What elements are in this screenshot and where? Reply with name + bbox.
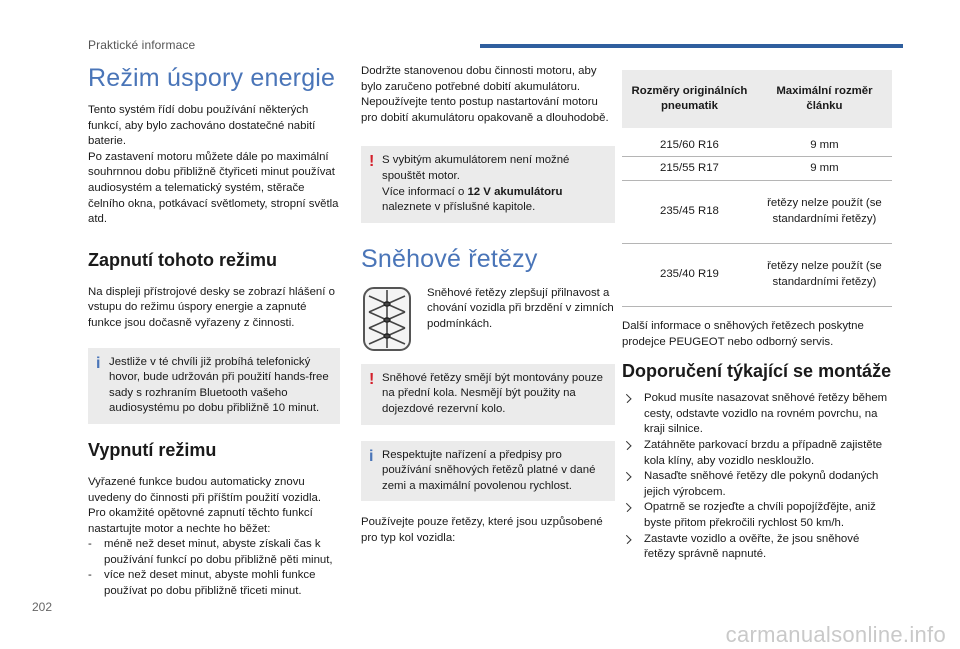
watermark: carmanualsonline.info: [725, 622, 946, 647]
table-cell: 215/60 R16: [622, 136, 757, 157]
intro-paragraph-2: Po zastavení motoru můžete dále po maximální souhrnnou dobu přibližně čtyřiceti minut používat audiosystém a telematický systém, stěrače čelního okna, potkávací světlomety, stropní světla atd.: [88, 150, 339, 226]
off-list: [88, 537, 340, 599]
check-bullet-icon: [622, 469, 634, 483]
list-item-text: Nasaďte sněhové řetězy dle pokynů dodaných jejich výrobcem.: [644, 470, 879, 498]
list-item: [622, 438, 892, 469]
warning-text-post: naleznete v příslušné kapitole.: [382, 201, 536, 214]
table-cell: 9 mm: [757, 157, 892, 181]
check-bullet-icon: [622, 500, 634, 514]
page-title: Režim úspory energie: [88, 64, 336, 92]
table-row: [622, 181, 892, 244]
section-heading-on: Zapnutí tohoto režimu: [88, 249, 277, 270]
list-item-text: Zastavte vozidlo a ověřte, že jsou sněhové řetězy správně napnuté.: [644, 532, 860, 561]
exclamation-icon: !: [369, 370, 375, 388]
warning-text-pre: Více informací o: [382, 185, 468, 198]
section-heading-recommendations: Doporučení týkající se montáže: [622, 361, 892, 382]
engine-run-paragraph: Dodržte stanovenou dobu činnosti motoru, aby bylo zaručeno potřebné dobití akumulátoru. Nepoužívejte tento postup nastartování motoru pro dobití akumulátoru opakovaně a dlouhodobě.: [361, 65, 609, 124]
off-paragraph-2: Pro okamžité opětovné zapnutí těchto funkcí nastartujte motor a nechte ho běžet:: [88, 507, 313, 535]
table-header-row: [622, 70, 892, 128]
list-item: [88, 568, 340, 599]
info-note-text: Respektujte nařízení a předpisy pro používání sněhových řetězů platné v dané zemi a maximální povolenou rychlost.: [382, 448, 596, 492]
table-cell: 9 mm: [757, 136, 892, 157]
list-item: [88, 537, 340, 568]
table-cell: 235/45 R18: [622, 181, 757, 244]
table-cell: 235/40 R19: [622, 244, 757, 307]
column-dimensions: [622, 70, 892, 563]
info-note-call: [88, 348, 340, 424]
tyre-chain-table: [622, 70, 892, 307]
section-label: Praktické informace: [88, 38, 196, 52]
info-note-regulations: [361, 441, 615, 502]
list-item: [622, 532, 892, 563]
warning-note-front-wheels: [361, 364, 615, 425]
list-item-text: Opatrně se rozjeďte a chvíli popojížďějte, aniž byste přitom překročili rychlost 50 km/h.: [644, 501, 876, 529]
list-item-text: více než deset minut, abyste mohli funkce používat po dobu přibližně třiceti minut.: [104, 569, 316, 598]
chains-description: Sněhové řetězy zlepšují přilnavost a chování vozidla při brzdění v zimních podmínkách.: [427, 286, 614, 330]
section-heading-off: Vypnutí režimu: [88, 439, 217, 460]
chains-title: Sněhové řetězy: [361, 244, 538, 273]
recommendations-list: [622, 391, 892, 563]
column-snow-chains: [361, 64, 615, 547]
more-info-paragraph: Další informace o sněhových řetězech poskytne prodejce PEUGEOT nebo odborný servis.: [622, 320, 864, 348]
intro-paragraph: Tento systém řídí dobu používání některých funkcí, aby bylo zachováno dostatečné nabití baterie.: [88, 104, 316, 148]
table-row: [622, 136, 892, 157]
info-mark-icon: i: [96, 354, 101, 372]
chain-type-paragraph: Používejte pouze řetězy, které jsou uzpůsobené pro typ kol vozidla:: [361, 516, 603, 544]
off-paragraph-1: Vyřazené funkce budou automaticky znovu uvedeny do činnosti při příštím použití vozidla.: [88, 475, 321, 504]
list-item: [622, 469, 892, 500]
list-item-text: Pokud musíte nasazovat sněhové řetězy během cesty, odstavte vozidlo na rovném povrchu, na kraji silnice.: [644, 392, 888, 436]
dash-marker: -: [88, 538, 92, 551]
table-cell: 215/55 R17: [622, 157, 757, 181]
warning-note-text: Sněhové řetězy smějí být montovány pouze na přední kola. Nesmějí být použity na dojezdové rezervní kolo.: [382, 371, 603, 415]
table-row: [622, 244, 892, 307]
check-bullet-icon: [622, 391, 634, 405]
list-item: [622, 391, 892, 438]
snow-chain-icon: [361, 286, 413, 352]
column-energy-saving: [88, 64, 340, 600]
warning-text-bold: 12 V akumulátoru: [467, 185, 563, 198]
list-item-text: Zatáhněte parkovací brzdu a případně zajistěte kola klíny, aby vozidlo neskloužlo.: [644, 438, 883, 467]
table-cell: řetězy nelze použít (se standardními řetězy): [757, 244, 892, 307]
list-item: [622, 500, 892, 531]
chains-intro: [361, 286, 615, 362]
table-cell: řetězy nelze použít (se standardními řetězy): [757, 181, 892, 244]
warning-note-battery: [361, 146, 615, 222]
info-mark-icon: i: [369, 447, 374, 465]
check-bullet-icon: [622, 438, 634, 452]
warning-note-text: S vybitým akumulátorem není možné spouštět motor.: [382, 154, 570, 182]
column-header-link: Maximální rozměr článku: [757, 70, 892, 128]
exclamation-icon: !: [369, 153, 375, 171]
on-paragraph: Na displeji přístrojové desky se zobrazí hlášení o vstupu do režimu úspory energie a zapnuté funkce jsou dočasně vyřazeny z činnosti.: [88, 285, 335, 329]
list-item-text: méně než deset minut, abyste získali čas k používání funkcí po dobu přibližně pěti minut,: [104, 538, 333, 566]
info-note-text: Jestliže v té chvíli již probíhá telefonický hovor, bude udržován při použití hands-free sady s rozhraním Bluetooth vašeho audiosystému po dobu přibližně 10 minut.: [109, 355, 329, 415]
table-row: [622, 157, 892, 181]
page-number: 202: [32, 600, 53, 614]
check-bullet-icon: [622, 532, 634, 546]
warning-note-text-2: [382, 185, 607, 216]
dash-marker: -: [88, 569, 92, 582]
column-header-tyre: Rozměry originálních pneumatik: [622, 70, 757, 128]
header-bar: [480, 44, 903, 48]
